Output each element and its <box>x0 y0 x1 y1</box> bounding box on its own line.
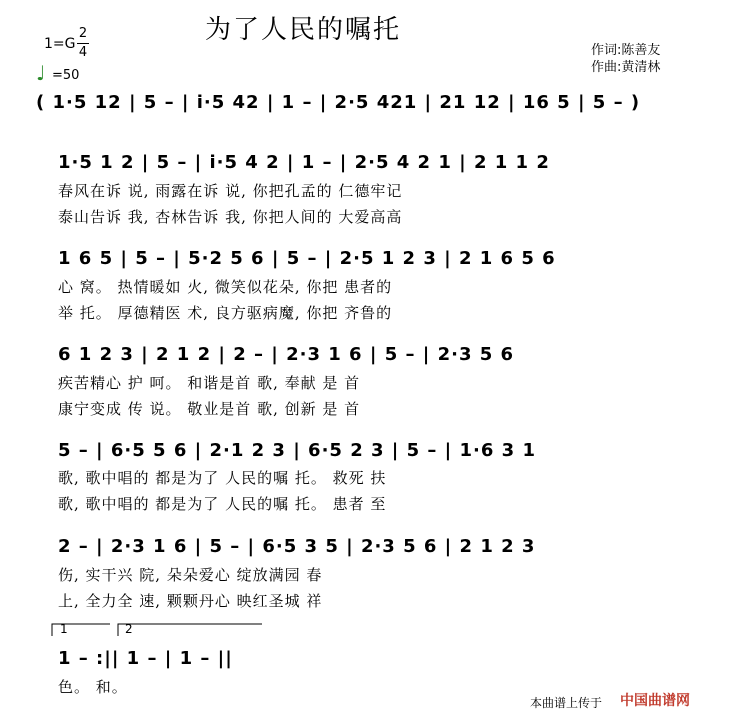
lyric-row-3-verse-2: 康宁变成 传 说。 敬业是首 歌, 创新 是 首 <box>58 400 361 418</box>
volta-2-bracket <box>118 624 262 636</box>
lyric-row-3-verse-1: 疾苦精心 护 呵。 和谐是首 歌, 奉献 是 首 <box>58 374 361 392</box>
key-signature: 1=G <box>44 36 76 52</box>
time-signature-bottom: 4 <box>78 45 88 60</box>
composer-credit: 作曲:黄清林 <box>591 60 661 75</box>
notation-row-4: 5 – | 6·5 5 6 | 2·1 2 3 | 6·5 2 3 | 5 – | 1·6 3 1 <box>58 440 536 461</box>
lyric-row-5-verse-1: 伤, 实干兴 院, 朵朵爱心 绽放满园 春 <box>58 566 323 584</box>
lyric-row-1-verse-1: 春风在诉 说, 雨露在诉 说, 你把孔孟的 仁德牢记 <box>58 182 403 200</box>
time-signature <box>77 26 89 61</box>
lyric-row-1-verse-2: 泰山告诉 我, 杏林告诉 我, 你把人间的 大爱高高 <box>58 208 403 226</box>
site-logo[interactable]: 中国曲谱网 <box>620 693 690 709</box>
notation-row-2: 1 6 5 | 5 – | 5·2 5 6 | 5 – | 2·5 1 2 3 | 2 1 6 5 6 <box>58 248 556 269</box>
intro-notation-row: ( 1·5 12 | 5 – | i·5 42 | 1 – | 2·5 421 | 21 12 | 16 5 | 5 – ) <box>36 92 641 113</box>
notation-row-5: 2 – | 2·3 1 6 | 5 – | 6·5 3 5 | 2·3 5 6 | 2 1 2 3 <box>58 536 536 557</box>
lyric-row-6-verse-1: 色。 和。 <box>58 678 128 696</box>
lyric-row-2-verse-1: 心 窝。 热情暖如 火, 微笑似花朵, 你把 患者的 <box>58 278 393 296</box>
notation-row-6: 1 – :|| 1 – | 1 – || <box>58 648 233 669</box>
volta-1-label: 1 <box>60 622 68 636</box>
lyric-row-4-verse-2: 歌, 歌中唱的 都是为了 人民的嘱 托。 患者 至 <box>58 495 387 513</box>
time-signature-top: 2 <box>78 26 88 41</box>
lyric-row-2-verse-2: 举 托。 厚德精医 术, 良方驱病魔, 你把 齐鲁的 <box>58 304 393 322</box>
volta-2-label: 2 <box>125 622 133 636</box>
tempo-value: =50 <box>52 68 80 83</box>
notation-row-1: 1·5 1 2 | 5 – | i·5 4 2 | 1 – | 2·5 4 2 1 | 2 1 1 2 <box>58 152 550 173</box>
lyric-row-5-verse-2: 上, 全力全 速, 颗颗丹心 映红圣城 祥 <box>58 592 323 610</box>
page-title: 为了人民的嘱托 <box>205 15 402 45</box>
quarter-note-icon: ♩ <box>36 61 46 85</box>
footer-label: 本曲谱上传于 <box>530 696 603 710</box>
notation-row-3: 6 1 2 3 | 2 1 2 | 2 – | 2·3 1 6 | 5 – | 2·3 5 6 <box>58 344 515 365</box>
lyric-row-4-verse-1: 歌, 歌中唱的 都是为了 人民的嘱 托。 救死 扶 <box>58 469 387 487</box>
lyricist-credit: 作词:陈善友 <box>591 43 661 58</box>
